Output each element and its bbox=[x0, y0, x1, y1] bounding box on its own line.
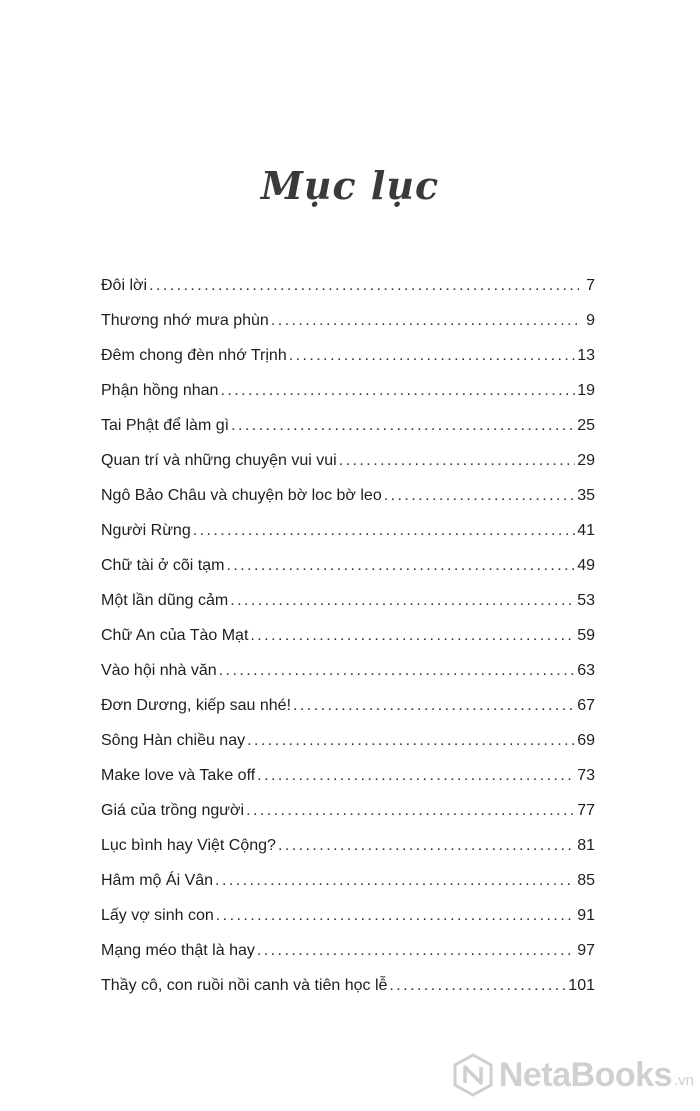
toc-entry bbox=[101, 793, 595, 828]
toc-entry-title: Chữ tài ở cõi tạm bbox=[101, 557, 225, 574]
toc-entry-page-number: 59 bbox=[577, 627, 595, 644]
toc-entry-page-number: 9 bbox=[586, 312, 595, 329]
dot-leader bbox=[293, 688, 575, 723]
toc-entry bbox=[101, 723, 595, 758]
dot-leader bbox=[247, 723, 575, 758]
toc-entry-page-number: 49 bbox=[577, 557, 595, 574]
dot-leader bbox=[231, 408, 575, 443]
dot-leader bbox=[278, 828, 575, 863]
toc-entry-title: Lấy vợ sinh con bbox=[101, 907, 214, 924]
netabooks-logo-icon bbox=[453, 1053, 493, 1097]
toc-entry-title: Đêm chong đèn nhớ Trịnh bbox=[101, 347, 287, 364]
toc-entry bbox=[101, 303, 595, 338]
toc-entry-page-number: 7 bbox=[586, 277, 595, 294]
dot-leader bbox=[389, 968, 566, 1003]
dot-leader bbox=[339, 443, 575, 478]
toc-entry bbox=[101, 583, 595, 618]
toc-entry-title: Đôi lời bbox=[101, 277, 148, 294]
watermark-brand: NetaBooks bbox=[498, 1055, 672, 1094]
toc-entry bbox=[101, 828, 595, 863]
toc-entry bbox=[101, 968, 595, 1003]
toc-entry bbox=[101, 688, 595, 723]
toc-entry-page-number: 63 bbox=[577, 662, 595, 679]
toc-entry-page-number: 81 bbox=[577, 837, 595, 854]
dot-leader bbox=[219, 653, 576, 688]
dot-leader bbox=[230, 583, 575, 618]
toc-entry-page-number: 19 bbox=[577, 382, 595, 399]
dot-leader bbox=[216, 898, 575, 933]
dot-leader bbox=[215, 863, 575, 898]
dot-leader bbox=[257, 933, 575, 968]
toc-entry-page-number: 25 bbox=[577, 417, 595, 434]
toc-entry-title: Mạng méo thật là hay bbox=[101, 942, 255, 959]
toc-entry bbox=[101, 408, 595, 443]
toc-entry bbox=[101, 513, 595, 548]
dot-leader bbox=[246, 793, 575, 828]
toc-entry-page-number: 69 bbox=[577, 732, 595, 749]
toc-entry-title: Hâm mộ Ái Vân bbox=[101, 872, 214, 889]
toc-entry-page-number: 77 bbox=[577, 802, 595, 819]
toc-entry-title: Vào hội nhà văn bbox=[101, 662, 217, 679]
toc-entry bbox=[101, 548, 595, 583]
dot-leader bbox=[289, 338, 575, 373]
toc-entry bbox=[101, 653, 595, 688]
toc-entry-page-number: 29 bbox=[577, 452, 595, 469]
toc-entry-page-number: 73 bbox=[577, 767, 595, 784]
toc-entry-title: Lục bình hay Việt Cộng? bbox=[101, 837, 276, 854]
toc-entry-title: Thương nhớ mưa phùn bbox=[101, 312, 269, 329]
toc-entry-title: Quan trí và những chuyện vui vui bbox=[101, 452, 337, 469]
toc-entry-page-number: 91 bbox=[577, 907, 595, 924]
toc-entry-title: Đơn Dương, kiếp sau nhé! bbox=[101, 697, 292, 714]
toc-entry-page-number: 97 bbox=[577, 942, 595, 959]
toc-entry-title: Chữ An của Tào Mạt bbox=[101, 627, 249, 644]
toc-entry bbox=[101, 863, 595, 898]
toc-entry-title: Ngô Bảo Châu và chuyện bờ loc bờ leo bbox=[101, 487, 382, 504]
toc-entry bbox=[101, 898, 595, 933]
page-title: Mục lục bbox=[260, 163, 440, 209]
toc-entry-page-number: 53 bbox=[577, 592, 595, 609]
toc-entry bbox=[101, 933, 595, 968]
toc-entry bbox=[101, 618, 595, 653]
toc-entry-title: Make love và Take off bbox=[101, 767, 256, 784]
toc-entry bbox=[101, 478, 595, 513]
dot-leader bbox=[250, 618, 575, 653]
toc-entry-page-number: 13 bbox=[577, 347, 595, 364]
toc-entry bbox=[101, 268, 595, 303]
toc-entry bbox=[101, 443, 595, 478]
dot-leader bbox=[226, 548, 575, 583]
toc-entry-title: Người Rừng bbox=[101, 522, 191, 539]
toc-entry bbox=[101, 338, 595, 373]
dot-leader bbox=[257, 758, 575, 793]
toc-entry-title: Tai Phật để làm gì bbox=[101, 417, 230, 434]
toc-entry bbox=[101, 373, 595, 408]
toc-entry-page-number: 35 bbox=[577, 487, 595, 504]
dot-leader bbox=[149, 268, 579, 303]
toc-entry-title: Phận hồng nhan bbox=[101, 382, 219, 399]
toc-entry-page-number: 101 bbox=[568, 977, 595, 994]
toc-entry-page-number: 67 bbox=[577, 697, 595, 714]
toc-entry-title: Một lần dũng cảm bbox=[101, 592, 229, 609]
watermark bbox=[453, 1053, 694, 1097]
toc-entry-title: Sông Hàn chiều nay bbox=[101, 732, 246, 749]
toc-entry bbox=[101, 758, 595, 793]
toc-entry-page-number: 41 bbox=[577, 522, 595, 539]
dot-leader bbox=[193, 513, 575, 548]
dot-leader bbox=[384, 478, 575, 513]
watermark-suffix: .vn bbox=[673, 1072, 694, 1089]
toc-entry-title: Thầy cô, con ruồi nồi canh và tiên học lễ bbox=[101, 977, 388, 994]
dot-leader bbox=[271, 303, 579, 338]
dot-leader bbox=[220, 373, 575, 408]
table-of-contents bbox=[101, 268, 595, 1003]
toc-entry-title: Giá của trồng người bbox=[101, 802, 245, 819]
toc-entry-page-number: 85 bbox=[577, 872, 595, 889]
